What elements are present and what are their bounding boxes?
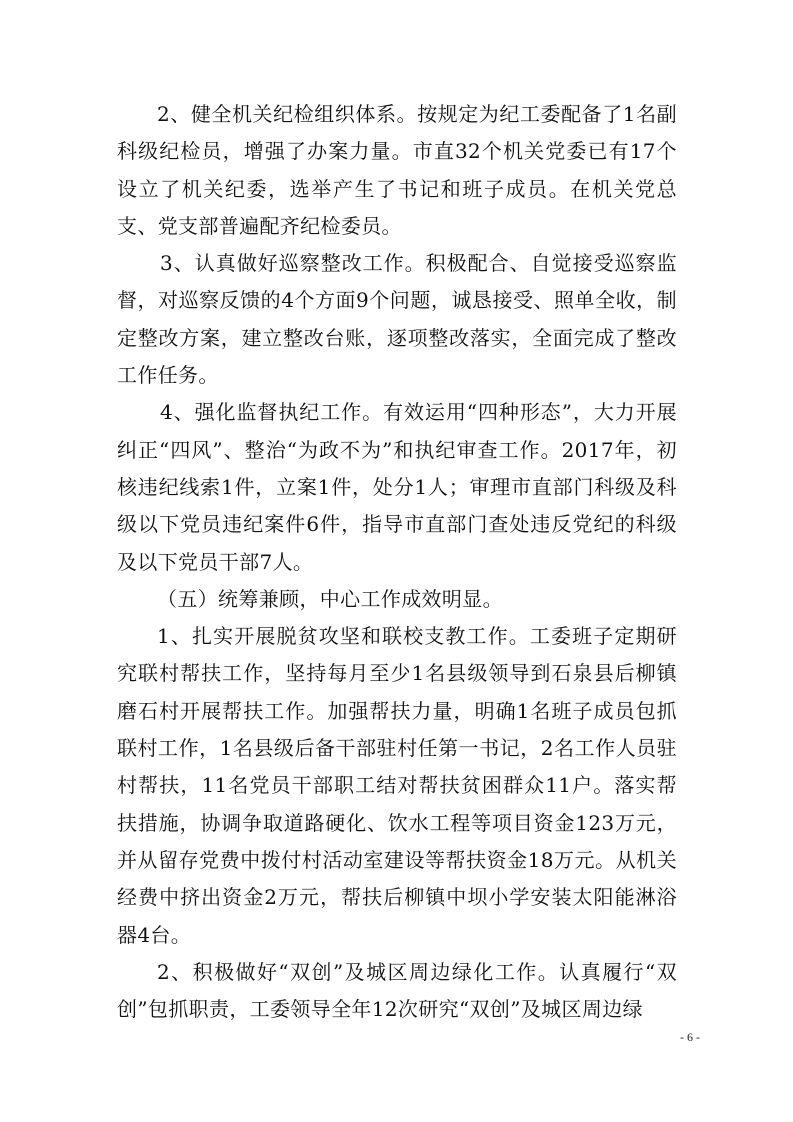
document-body <box>117 96 677 1028</box>
paragraph-poverty-alleviation: 1、扎实开展脱贫攻坚和联校支教工作。工委班子定期研究联村帮扶工作，坚持每月至少1名县级领导到石泉县后柳镇磨石村开展帮扶工作。加强帮扶力量，明确1名班子成员包抓联村工作，1名县级后备干部驻村任第一书记，2名工作人员驻村帮扶，11名党员干部职工结对帮扶贫困群众11户。落实帮扶措施，协调争取道路硬化、饮水工程等项目资金123万元，并从留存党费中拨付村活动室建设等帮扶资金18万元。从机关经费中挤出资金2万元，帮扶后柳镇中坝小学安装太阳能淋浴器4台。 <box>117 624 677 947</box>
section-heading-five: （五）统筹兼顾，中心工作成效明显。 <box>157 586 503 611</box>
page-number: - 6 - <box>680 1030 700 1044</box>
paragraph-discipline-organization: 2、健全机关纪检组织体系。按规定为纪工委配备了1名副科级纪检员，增强了办案力量。市直32个机关党委已有17个设立了机关纪委，选举产生了书记和班子成员。在机关党总支、党支部普遍配齐纪检委员。 <box>117 102 677 238</box>
paragraph-supervision-discipline: 4、强化监督执纪工作。有效运用“四种形态”，大力开展纠正“四风”、整治“为政不为”和执纪审查工作。2017年，初核违纪线索1件，立案1件，处分1人；审理市直部门科级及科级以下党员违纪案件6件，指导市直部门查处违反党纪的科级及以下党员干部7人。 <box>117 400 677 574</box>
paragraph-inspection-rectification: 3、认真做好巡察整改工作。积极配合、自觉接受巡察监督，对巡察反馈的4个方面9个问题，诚恳接受、照单全收，制定整改方案，建立整改台账，逐项整改落实，全面完成了整改工作任务。 <box>117 251 677 388</box>
paragraph-greening-work: 2、积极做好“双创”及城区周边绿化工作。认真履行“双创”包抓职责，工委领导全年12次研究“双创”及城区周边绿 <box>117 959 677 1022</box>
